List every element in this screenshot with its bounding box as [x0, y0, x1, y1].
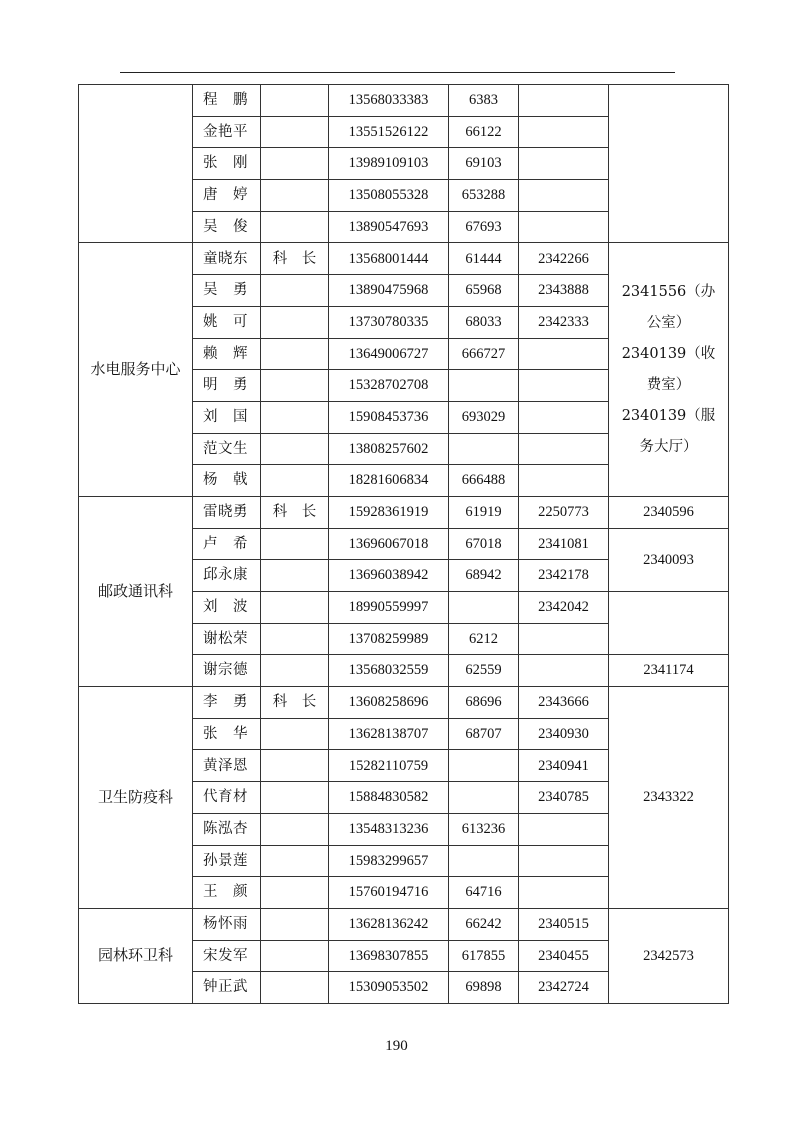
- dept-cell: [79, 85, 193, 243]
- title-cell: [261, 592, 329, 624]
- title-cell: [261, 465, 329, 497]
- mobile-cell: 13628136242: [329, 908, 449, 940]
- name-cell: 杨 戟: [193, 465, 261, 497]
- name-cell: 程 鹏: [193, 85, 261, 117]
- title-cell: [261, 813, 329, 845]
- name-cell: 刘 国: [193, 401, 261, 433]
- office-phone-cell: [519, 465, 609, 497]
- short-number-cell: 66122: [449, 116, 519, 148]
- office-phone-cell: 2340785: [519, 782, 609, 814]
- office-phone-cell: 2340455: [519, 940, 609, 972]
- mobile-cell: 13730780335: [329, 306, 449, 338]
- title-cell: [261, 180, 329, 212]
- mobile-cell: 15908453736: [329, 401, 449, 433]
- dept-phone-cell: [609, 592, 729, 655]
- dept-phone-cell: 2342573: [609, 908, 729, 1003]
- mobile-cell: 13890547693: [329, 211, 449, 243]
- title-cell: [261, 655, 329, 687]
- office-phone-cell: [519, 813, 609, 845]
- short-number-cell: 653288: [449, 180, 519, 212]
- mobile-cell: 13890475968: [329, 275, 449, 307]
- title-cell: 科 长: [261, 687, 329, 719]
- office-phone-cell: [519, 845, 609, 877]
- short-number-cell: 6383: [449, 85, 519, 117]
- name-cell: 金艳平: [193, 116, 261, 148]
- mobile-cell: 13628138707: [329, 718, 449, 750]
- short-number-cell: 67018: [449, 528, 519, 560]
- dept-phone-cell: 2343322: [609, 687, 729, 909]
- title-cell: [261, 623, 329, 655]
- mobile-cell: 15760194716: [329, 877, 449, 909]
- title-cell: [261, 972, 329, 1004]
- mobile-cell: 13608258696: [329, 687, 449, 719]
- table-row: [79, 85, 729, 117]
- office-phone-cell: [519, 433, 609, 465]
- office-phone-cell: [519, 401, 609, 433]
- short-number-cell: 68696: [449, 687, 519, 719]
- short-number-cell: 68942: [449, 560, 519, 592]
- mobile-cell: 15309053502: [329, 972, 449, 1004]
- name-cell: 张 华: [193, 718, 261, 750]
- title-cell: [261, 908, 329, 940]
- name-cell: 卢 希: [193, 528, 261, 560]
- name-cell: 吴 俊: [193, 211, 261, 243]
- short-number-cell: 65968: [449, 275, 519, 307]
- short-number-cell: [449, 370, 519, 402]
- mobile-cell: 13568033383: [329, 85, 449, 117]
- office-phone-cell: 2341081: [519, 528, 609, 560]
- short-number-cell: 61444: [449, 243, 519, 275]
- title-cell: [261, 433, 329, 465]
- dept-phone-cell: [609, 85, 729, 243]
- office-phone-cell: [519, 655, 609, 687]
- mobile-cell: 13696038942: [329, 560, 449, 592]
- short-number-cell: 666488: [449, 465, 519, 497]
- office-phone-cell: 2342333: [519, 306, 609, 338]
- name-cell: 赖 辉: [193, 338, 261, 370]
- name-cell: 姚 可: [193, 306, 261, 338]
- short-number-cell: [449, 750, 519, 782]
- page-number: 190: [385, 1038, 408, 1054]
- mobile-cell: 15282110759: [329, 750, 449, 782]
- header-rule: [120, 72, 675, 73]
- short-number-cell: 613236: [449, 813, 519, 845]
- title-cell: [261, 528, 329, 560]
- name-cell: 吴 勇: [193, 275, 261, 307]
- mobile-cell: 13808257602: [329, 433, 449, 465]
- dept-cell: 园林环卫科: [79, 908, 193, 1003]
- short-number-cell: [449, 592, 519, 624]
- short-number-cell: [449, 845, 519, 877]
- mobile-cell: 13568032559: [329, 655, 449, 687]
- short-number-cell: 666727: [449, 338, 519, 370]
- mobile-cell: 15983299657: [329, 845, 449, 877]
- title-cell: [261, 401, 329, 433]
- title-cell: [261, 116, 329, 148]
- title-cell: [261, 275, 329, 307]
- title-cell: [261, 148, 329, 180]
- short-number-cell: 64716: [449, 877, 519, 909]
- office-phone-cell: 2340930: [519, 718, 609, 750]
- office-phone-cell: 2250773: [519, 496, 609, 528]
- title-cell: [261, 877, 329, 909]
- mobile-cell: 13649006727: [329, 338, 449, 370]
- title-cell: [261, 338, 329, 370]
- office-phone-cell: [519, 116, 609, 148]
- name-cell: 杨怀雨: [193, 908, 261, 940]
- title-cell: 科 长: [261, 243, 329, 275]
- dept-cell: 卫生防疫科: [79, 687, 193, 909]
- short-number-cell: [449, 782, 519, 814]
- short-number-cell: 693029: [449, 401, 519, 433]
- dept-cell: 水电服务中心: [79, 243, 193, 497]
- office-phone-cell: [519, 877, 609, 909]
- title-cell: [261, 211, 329, 243]
- dept-phone-cell: 2341556（办公室） 2340139（收费室） 2340139（服务大厅）: [609, 243, 729, 497]
- short-number-cell: 69898: [449, 972, 519, 1004]
- dept-cell: 邮政通讯科: [79, 496, 193, 686]
- title-cell: 科 长: [261, 496, 329, 528]
- name-cell: 代育材: [193, 782, 261, 814]
- title-cell: [261, 370, 329, 402]
- office-phone-cell: 2342042: [519, 592, 609, 624]
- name-cell: 王 颜: [193, 877, 261, 909]
- dept-phone-cell: 2340596: [609, 496, 729, 528]
- name-cell: 雷晓勇: [193, 496, 261, 528]
- name-cell: 谢宗德: [193, 655, 261, 687]
- office-phone-cell: 2342724: [519, 972, 609, 1004]
- office-phone-cell: 2343666: [519, 687, 609, 719]
- mobile-cell: 15884830582: [329, 782, 449, 814]
- name-cell: 邱永康: [193, 560, 261, 592]
- dept-phone-cell: 2340093: [609, 528, 729, 591]
- office-phone-cell: [519, 211, 609, 243]
- mobile-cell: 13696067018: [329, 528, 449, 560]
- mobile-cell: 13548313236: [329, 813, 449, 845]
- mobile-cell: 15328702708: [329, 370, 449, 402]
- short-number-cell: [449, 433, 519, 465]
- office-phone-cell: [519, 148, 609, 180]
- name-cell: 钟正武: [193, 972, 261, 1004]
- title-cell: [261, 782, 329, 814]
- table-row: [79, 243, 729, 275]
- office-phone-cell: 2343888: [519, 275, 609, 307]
- mobile-cell: 18281606834: [329, 465, 449, 497]
- title-cell: [261, 306, 329, 338]
- office-phone-cell: 2340515: [519, 908, 609, 940]
- short-number-cell: 69103: [449, 148, 519, 180]
- short-number-cell: 66242: [449, 908, 519, 940]
- office-phone-cell: 2342266: [519, 243, 609, 275]
- name-cell: 童晓东: [193, 243, 261, 275]
- short-number-cell: 67693: [449, 211, 519, 243]
- name-cell: 刘 波: [193, 592, 261, 624]
- name-cell: 谢松荣: [193, 623, 261, 655]
- name-cell: 张 刚: [193, 148, 261, 180]
- phone-directory-table: [78, 84, 729, 1004]
- mobile-cell: 13698307855: [329, 940, 449, 972]
- name-cell: 宋发军: [193, 940, 261, 972]
- mobile-cell: 13568001444: [329, 243, 449, 275]
- short-number-cell: 68707: [449, 718, 519, 750]
- title-cell: [261, 845, 329, 877]
- office-phone-cell: 2342178: [519, 560, 609, 592]
- dept-phone-cell: 2341174: [609, 655, 729, 687]
- mobile-cell: 13708259989: [329, 623, 449, 655]
- mobile-cell: 15928361919: [329, 496, 449, 528]
- name-cell: 李 勇: [193, 687, 261, 719]
- mobile-cell: 13551526122: [329, 116, 449, 148]
- table-row: [79, 687, 729, 719]
- office-phone-cell: [519, 370, 609, 402]
- name-cell: 明 勇: [193, 370, 261, 402]
- table-row: [79, 496, 729, 528]
- title-cell: [261, 940, 329, 972]
- office-phone-cell: [519, 623, 609, 655]
- short-number-cell: 61919: [449, 496, 519, 528]
- table-row: [79, 908, 729, 940]
- name-cell: 陈泓杏: [193, 813, 261, 845]
- mobile-cell: 13508055328: [329, 180, 449, 212]
- name-cell: 黄泽恩: [193, 750, 261, 782]
- title-cell: [261, 718, 329, 750]
- name-cell: 孙景莲: [193, 845, 261, 877]
- short-number-cell: 6212: [449, 623, 519, 655]
- mobile-cell: 18990559997: [329, 592, 449, 624]
- office-phone-cell: [519, 180, 609, 212]
- office-phone-cell: 2340941: [519, 750, 609, 782]
- short-number-cell: 68033: [449, 306, 519, 338]
- name-cell: 唐 婷: [193, 180, 261, 212]
- office-phone-cell: [519, 338, 609, 370]
- short-number-cell: 617855: [449, 940, 519, 972]
- title-cell: [261, 560, 329, 592]
- title-cell: [261, 85, 329, 117]
- office-phone-cell: [519, 85, 609, 117]
- name-cell: 范文生: [193, 433, 261, 465]
- mobile-cell: 13989109103: [329, 148, 449, 180]
- short-number-cell: 62559: [449, 655, 519, 687]
- title-cell: [261, 750, 329, 782]
